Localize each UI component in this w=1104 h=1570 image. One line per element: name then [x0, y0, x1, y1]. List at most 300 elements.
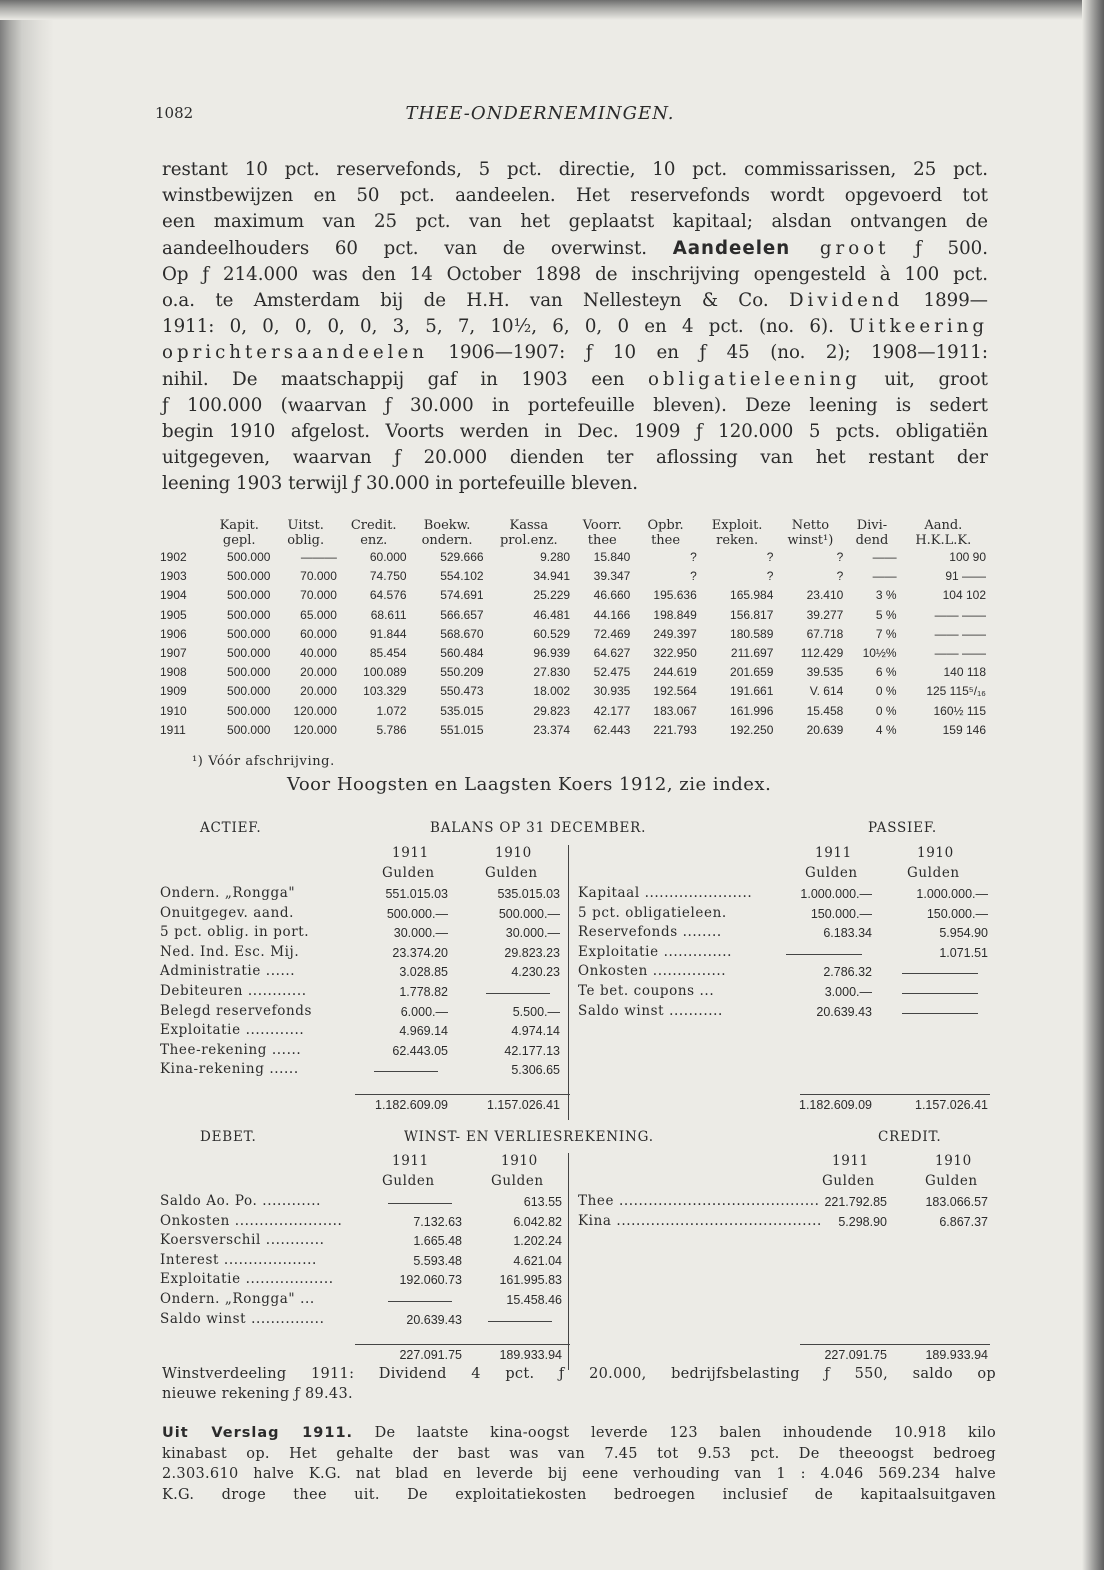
table-cell: 125 115⁵/₁₆ [926, 684, 986, 699]
total-amount: 1.182.609.09 [375, 1098, 448, 1112]
report-heading: Uit Verslag 1911. [162, 1425, 354, 1441]
column-header: Voorr. [582, 518, 622, 533]
entry-label: Ondern. „Rongga" ... [160, 1291, 315, 1307]
column-header: thee [587, 533, 617, 548]
table-cell: 29.823 [533, 703, 571, 718]
table-cell: ? [836, 569, 844, 584]
entry-amount: 1.000.000.— [916, 887, 988, 901]
empty-dash [902, 993, 978, 994]
table-row [158, 663, 988, 682]
see-index-note: Voor Hoogsten en Laagsten Koers 1912, zie index. [287, 774, 772, 795]
table-cell: 60.529 [533, 626, 571, 641]
unit-header: Gulden [822, 1173, 875, 1189]
table-cell: 551.015 [440, 722, 484, 737]
body-text-run: ƒ 500. [889, 237, 988, 259]
entry-amount: 20.639.43 [406, 1312, 462, 1327]
entry-label: Exploitatie ............ [160, 1022, 305, 1039]
column-header: gepl. [222, 533, 256, 548]
table-cell: 120.000 [293, 722, 337, 737]
table-cell: ? [690, 550, 697, 565]
table-cell: 85.454 [369, 646, 407, 661]
total-rule [800, 1094, 990, 1095]
profit-distribution-line: nieuwe rekening ƒ 89.43. [162, 1386, 353, 1402]
table-row [158, 644, 988, 663]
column-header: Opbr. [647, 518, 684, 533]
body-text-run: obligatieleening [647, 368, 861, 390]
body-line [162, 445, 988, 471]
entry-label: Kapitaal ...................... [578, 885, 753, 901]
entry-label: Kina .......................................... [578, 1212, 822, 1229]
entry-amount: 5.500.— [512, 1004, 560, 1019]
table-cell: 3 % [875, 588, 897, 603]
table-cell: 42.177 [593, 703, 631, 718]
table-cell: —— —— [934, 626, 986, 641]
table-cell: 20.639 [806, 722, 844, 737]
year-cell: 1908 [160, 665, 187, 680]
entry-amount: 551.015.03 [385, 887, 448, 901]
column-header [158, 518, 206, 533]
entry-label: Onuitgegev. aand. [160, 904, 294, 921]
year-cell: 1903 [160, 569, 187, 584]
body-paragraph [162, 157, 988, 497]
table-cell: 27.830 [533, 665, 571, 680]
year-header: 1910 [917, 845, 954, 861]
table-cell: 15.458 [806, 703, 844, 718]
column-header: dend [855, 533, 889, 548]
empty-dash [388, 1203, 452, 1204]
column-header: Divi- [856, 518, 888, 533]
table-cell: 39.535 [806, 665, 844, 680]
table-cell: 500.000 [227, 626, 271, 641]
table-cell: 7 % [875, 626, 897, 641]
entry-amount: 6.000.— [400, 1004, 448, 1019]
body-line [162, 471, 988, 497]
table-row [158, 702, 988, 721]
column-header: Kapit. [219, 518, 259, 533]
table-cell: 100.089 [363, 665, 407, 680]
column-header: Credit. [350, 518, 397, 533]
year-cell: 1904 [160, 588, 187, 603]
entry-amount: 613.55 [523, 1195, 562, 1209]
table-cell: 161.996 [730, 703, 774, 718]
empty-dash [786, 954, 862, 955]
body-text-run: Op ƒ 214.000 was den 14 October 1898 de inschrijving opengesteld à 100 pct. [162, 263, 988, 285]
column-header: prol.enz. [499, 533, 558, 548]
table-cell: 96.939 [533, 646, 571, 661]
year-cell: 1911 [160, 722, 186, 737]
table-cell: 160½ 115 [933, 703, 986, 718]
entry-amount: 3.028.85 [399, 965, 448, 980]
table-cell: 192.564 [653, 684, 697, 699]
table-cell: 39.277 [806, 607, 844, 622]
body-line [162, 393, 988, 419]
table-cell: 183.067 [653, 703, 697, 718]
empty-dash [902, 1013, 978, 1014]
report-line [162, 1464, 996, 1485]
table-row [158, 625, 988, 644]
entry-amount: 183.066.57 [925, 1195, 988, 1209]
body-text-run: groot [790, 237, 890, 259]
table-row [158, 606, 988, 625]
entry-amount: 5.593.48 [413, 1253, 462, 1268]
table-cell: 244.619 [653, 665, 697, 680]
table-cell: 566.657 [440, 607, 484, 622]
body-line [162, 340, 988, 366]
body-text-run: Dividend [788, 289, 904, 311]
table-cell: 554.102 [440, 569, 484, 584]
unit-header: Gulden [485, 865, 538, 881]
entry-label: 5 pct. obligatieleen. [578, 904, 727, 921]
total-amount: 189.933.94 [925, 1348, 988, 1362]
table-cell: ? [766, 550, 774, 565]
empty-dash [902, 973, 978, 974]
table-cell: 165.984 [730, 588, 774, 603]
table-cell: 192.250 [730, 722, 774, 737]
table-cell: 140 118 [943, 665, 986, 680]
table-cell: 52.475 [593, 665, 631, 680]
balans-title: BALANS OP 31 DECEMBER. [430, 820, 647, 836]
table-row [158, 721, 988, 740]
total-amount: 1.157.026.41 [487, 1098, 560, 1112]
body-text-run: een maximum van 25 pct. van het geplaatst kapitaal; alsdan ontvangen de [162, 211, 988, 233]
year-header: 1911 [392, 845, 429, 861]
table-cell: 1.072 [376, 703, 407, 718]
total-amount: 1.182.609.09 [799, 1098, 872, 1112]
table-cell: 64.627 [593, 646, 631, 661]
table-cell: 70.000 [300, 569, 337, 584]
entry-amount: 15.458.46 [506, 1293, 562, 1307]
entry-label: Ned. Ind. Esc. Mij. [160, 943, 300, 960]
body-line [162, 314, 988, 340]
table-cell: 500.000 [227, 607, 271, 622]
entry-amount: 221.792.85 [824, 1195, 887, 1209]
table-cell: —— [872, 550, 897, 565]
body-line [162, 236, 988, 262]
entry-label: Reservefonds ........ [578, 924, 722, 941]
column-header: Exploit. [711, 518, 763, 533]
entry-amount: 6.183.34 [823, 926, 872, 941]
report-text: De laatste kina-oogst leverde 123 balen inhoudende 10.918 kilo [353, 1425, 996, 1441]
entry-label: Kina-rekening ...... [160, 1061, 299, 1078]
table-cell: 104 102 [942, 588, 986, 603]
entry-amount: 1.000.000.— [800, 887, 872, 901]
entry-amount: 4.974.14 [511, 1024, 560, 1039]
body-text-run: ƒ 100.000 (waarvan ƒ 30.000 in portefeuille bleven). Deze leening is sedert [162, 394, 988, 416]
emphasis-heading: Aandeelen [672, 237, 791, 259]
year-cell: 1905 [160, 607, 187, 622]
table-cell: 120.000 [293, 703, 337, 718]
total-rule [355, 1344, 570, 1345]
table-cell: 535.015 [440, 703, 484, 718]
year-cell: 1906 [160, 626, 187, 641]
body-text-run: nihil. De maatschappij gaf in 1903 een [162, 368, 648, 390]
total-amount: 1.157.026.41 [915, 1098, 988, 1112]
table-cell: 322.950 [653, 646, 697, 661]
table-cell: —— —— [934, 607, 986, 622]
footnote: ¹) Vóór afschrijving. [192, 754, 335, 769]
table-cell: ? [836, 550, 844, 565]
table-cell: 60.000 [369, 550, 407, 565]
entry-amount: 6.042.82 [513, 1214, 562, 1229]
table-cell: 0 % [875, 684, 897, 699]
table-cell: 198.849 [653, 607, 697, 622]
table-cell: 159 146 [942, 722, 986, 737]
table-cell: 568.670 [440, 626, 484, 641]
year-cell: 1910 [160, 703, 187, 718]
entry-amount: 150.000.— [926, 906, 988, 921]
entry-label: Onkosten ...................... [160, 1212, 343, 1229]
body-line [162, 183, 988, 209]
table-cell: V. 614 [809, 684, 844, 699]
table-cell: 195.636 [653, 588, 697, 603]
column-header: Aand. [924, 518, 963, 533]
table-cell: 180.589 [730, 626, 774, 641]
debet-heading: DEBET. [200, 1129, 257, 1145]
body-text-run: uitgegeven, waarvan ƒ 20.000 dienden ter aflossing van het restant der [162, 447, 988, 469]
column-header: enz. [360, 533, 388, 548]
table-cell: 18.002 [533, 684, 571, 699]
table-cell: 70.000 [300, 588, 337, 603]
table-cell: 0 % [875, 703, 897, 718]
statistics-table [158, 518, 988, 740]
table-cell: 74.750 [369, 569, 407, 584]
entry-label: Debiteuren ............ [160, 983, 307, 999]
table-cell: 20.000 [300, 665, 337, 680]
total-amount: 227.091.75 [399, 1348, 462, 1362]
table-row [158, 567, 988, 586]
entry-amount: 1.071.51 [939, 945, 988, 960]
table-cell: 91 —— [945, 569, 986, 584]
year-header: 1910 [501, 1153, 538, 1169]
total-rule [800, 1344, 990, 1345]
year-header: 1911 [832, 1153, 869, 1169]
entry-amount: 1.778.82 [399, 985, 448, 999]
body-text-run: restant 10 pct. reservefonds, 5 pct. directie, 10 pct. commissarissen, 25 pct. [162, 159, 988, 180]
report-line [162, 1444, 996, 1465]
body-text-run: Uitkeering [849, 316, 988, 338]
profit-distribution [162, 1364, 996, 1404]
body-line [162, 419, 988, 445]
passief-heading: PASSIEF. [868, 820, 937, 836]
table-cell: 500.000 [227, 646, 271, 661]
table-cell: 500.000 [227, 569, 271, 584]
year-header: 1910 [935, 1153, 972, 1169]
entry-label: Exploitatie .................. [160, 1271, 334, 1288]
column-header: H.K.L.K. [915, 533, 972, 548]
entry-label: Onkosten ............... [578, 963, 727, 980]
page-right-shadow [1082, 0, 1104, 1570]
empty-dash [388, 1301, 452, 1302]
table-cell: 529.666 [440, 550, 484, 565]
table-cell: 40.000 [300, 646, 337, 661]
report-line [162, 1423, 996, 1444]
entry-amount: 5.954.90 [939, 926, 988, 941]
table-cell: 6 % [875, 665, 897, 680]
column-header: Boekw. [423, 518, 471, 533]
table-cell: ? [690, 569, 697, 584]
year-header: 1911 [392, 1153, 429, 1169]
empty-dash [486, 993, 550, 994]
body-line [162, 288, 988, 314]
body-text-run: 1906—1907: ƒ 10 en ƒ 45 (no. 2); 1908—1911: [427, 342, 988, 364]
column-header: reken. [716, 533, 759, 548]
year-cell: 1902 [160, 550, 187, 565]
table-cell: 46.481 [533, 607, 571, 622]
body-text-run: uit, groot [860, 368, 988, 390]
entry-amount: 500.000.— [498, 906, 560, 921]
table-cell: 550.473 [440, 684, 484, 699]
book-spine-shadow [0, 0, 54, 1570]
entry-amount: 3.000.— [824, 985, 872, 999]
table-row [158, 682, 988, 701]
entry-label: Administratie ...... [160, 963, 296, 980]
unit-header: Gulden [925, 1173, 978, 1189]
column-header: Kassa [509, 518, 549, 533]
column-header: Uitst. [287, 518, 324, 533]
entry-amount: 535.015.03 [497, 887, 560, 901]
entry-amount: 62.443.05 [392, 1043, 448, 1058]
entry-label: Koersverschil ............ [160, 1232, 325, 1249]
entry-amount: 192.060.73 [399, 1273, 462, 1288]
table-cell: 574.691 [440, 588, 484, 603]
table-cell: 72.469 [593, 626, 631, 641]
entry-amount: 42.177.13 [504, 1043, 560, 1058]
table-cell: 5 % [875, 607, 897, 622]
table-cell: 15.840 [593, 550, 631, 565]
entry-amount: 4.230.23 [511, 965, 560, 980]
table-cell: ? [766, 569, 774, 584]
table-cell: 211.697 [730, 646, 774, 661]
entry-label: Exploitatie .............. [578, 943, 733, 960]
table-cell: 249.397 [653, 626, 697, 641]
entry-amount: 5.306.65 [511, 1063, 560, 1078]
body-line [162, 262, 988, 288]
report-text: kinabast op. Het gehalte der bast was van 7.45 tot 9.53 pct. De theeoogst bedroeg [162, 1445, 996, 1462]
body-text-run: 1899— [903, 289, 988, 311]
table-cell: 500.000 [227, 665, 271, 680]
body-text-run: 1911: 0, 0, 0, 0, 0, 3, 5, 7, 10½, 6, 0, 0 en 4 pct. (no. 6). [162, 316, 850, 338]
year-header: 1911 [815, 845, 852, 861]
total-amount: 189.933.94 [499, 1348, 562, 1362]
actief-heading: ACTIEF. [200, 820, 262, 836]
body-line [162, 157, 988, 183]
table-cell: 112.429 [800, 646, 844, 661]
entry-label: Saldo winst ........... [578, 1002, 723, 1019]
body-line [162, 367, 988, 393]
entry-label: Saldo Ao. Po. ............ [160, 1193, 322, 1209]
column-header: winst¹) [787, 533, 834, 548]
table-cell: 20.000 [300, 684, 337, 699]
entry-amount: 7.132.63 [413, 1214, 462, 1229]
report-text: 2.303.610 halve K.G. nat blad en leverde bij eene verhouding van 1 : 4.046 569.234 halve [162, 1466, 996, 1482]
entry-amount: 30.000.— [505, 926, 560, 941]
empty-dash [488, 1321, 552, 1322]
table-cell: 550.209 [440, 665, 484, 680]
entry-label: 5 pct. oblig. in port. [160, 924, 310, 941]
entry-label: Thee-rekening ...... [160, 1041, 302, 1058]
entry-amount: 23.374.20 [392, 945, 448, 960]
table-header-row [158, 518, 988, 533]
entry-amount: 2.786.32 [823, 965, 872, 980]
column-header: oblig. [287, 533, 325, 548]
annual-report-excerpt [162, 1423, 996, 1505]
table-header-row [158, 533, 988, 548]
entry-amount: 6.867.37 [939, 1214, 988, 1229]
year-cell: 1907 [160, 646, 187, 661]
profit-distribution-line: Winstverdeeling 1911: Dividend 4 pct. ƒ 20.000, bedrijfsbelasting ƒ 550, saldo op [162, 1366, 996, 1382]
unit-header: Gulden [907, 865, 960, 881]
table-cell: 68.611 [370, 607, 407, 622]
table-cell: —— —— [934, 646, 986, 661]
table-cell: 156.817 [730, 607, 774, 622]
entry-label: Saldo winst ............... [160, 1310, 325, 1327]
table-cell: 10½% [862, 646, 897, 661]
table-cell: 500.000 [227, 550, 271, 565]
column-header: Netto [791, 518, 830, 533]
table-cell: 103.329 [363, 684, 407, 699]
entry-label: Te bet. coupons ... [578, 983, 715, 999]
table-cell: 9.280 [540, 550, 571, 565]
entry-amount: 1.665.48 [413, 1234, 462, 1249]
entry-amount: 4.621.04 [513, 1253, 562, 1268]
column-header [158, 533, 206, 548]
entry-amount: 500.000.— [386, 906, 448, 921]
entry-label: Belegd reservefonds [160, 1002, 313, 1019]
table-cell: 23.374 [533, 722, 571, 737]
body-text-run: begin 1910 afgelost. Voorts werden in Dec. 1909 ƒ 120.000 5 pcts. obligatiën [162, 420, 988, 442]
entry-amount: 20.639.43 [816, 1004, 872, 1019]
entry-amount: 30.000.— [393, 926, 448, 941]
entry-label: Ondern. „Rongga" [160, 885, 296, 901]
table-cell: 500.000 [227, 684, 271, 699]
table-cell: 500.000 [227, 588, 271, 603]
unit-header: Gulden [382, 865, 435, 881]
unit-header: Gulden [491, 1173, 544, 1189]
table-cell: 500.000 [227, 703, 271, 718]
page-title: THEE-ONDERNEMINGEN. [405, 103, 675, 124]
report-text: K.G. droge thee uit. De exploitatiekosten bedroegen inclusief de kapitaalsuitgaven [162, 1486, 996, 1503]
page-number: 1082 [155, 104, 194, 122]
report-line [162, 1485, 996, 1506]
table-cell: 5.786 [376, 722, 407, 737]
body-text-run: oprichtersaandeelen [162, 342, 428, 364]
winst-title: WINST- EN VERLIESREKENING. [404, 1129, 654, 1145]
table-row [158, 548, 988, 567]
table-cell: 91.844 [369, 626, 407, 641]
table-row [158, 586, 988, 605]
body-text-run: aandeelhouders 60 pct. van de overwinst. [162, 237, 673, 259]
table-cell: 39.347 [593, 569, 631, 584]
entry-amount: 161.995.83 [499, 1273, 562, 1288]
total-amount: 227.091.75 [824, 1348, 887, 1362]
table-cell: 201.659 [730, 665, 774, 680]
table-cell: 44.166 [593, 607, 631, 622]
table-cell: 34.941 [533, 569, 571, 584]
column-divider [568, 1153, 569, 1370]
table-cell: 500.000 [227, 722, 271, 737]
year-header: 1910 [495, 845, 532, 861]
table-cell: ——— [300, 550, 337, 565]
table-cell: 191.661 [730, 684, 774, 699]
table-cell: 560.484 [440, 646, 484, 661]
table-cell: 64.576 [369, 588, 407, 603]
unit-header: Gulden [382, 1173, 435, 1189]
table-cell: —— [872, 569, 897, 584]
table-cell: 30.935 [593, 684, 631, 699]
table-cell: 65.000 [300, 607, 337, 622]
body-text-run: leening 1903 terwijl ƒ 30.000 in portefeuille bleven. [162, 473, 639, 495]
entry-label: Thee ......................................... [578, 1193, 820, 1209]
